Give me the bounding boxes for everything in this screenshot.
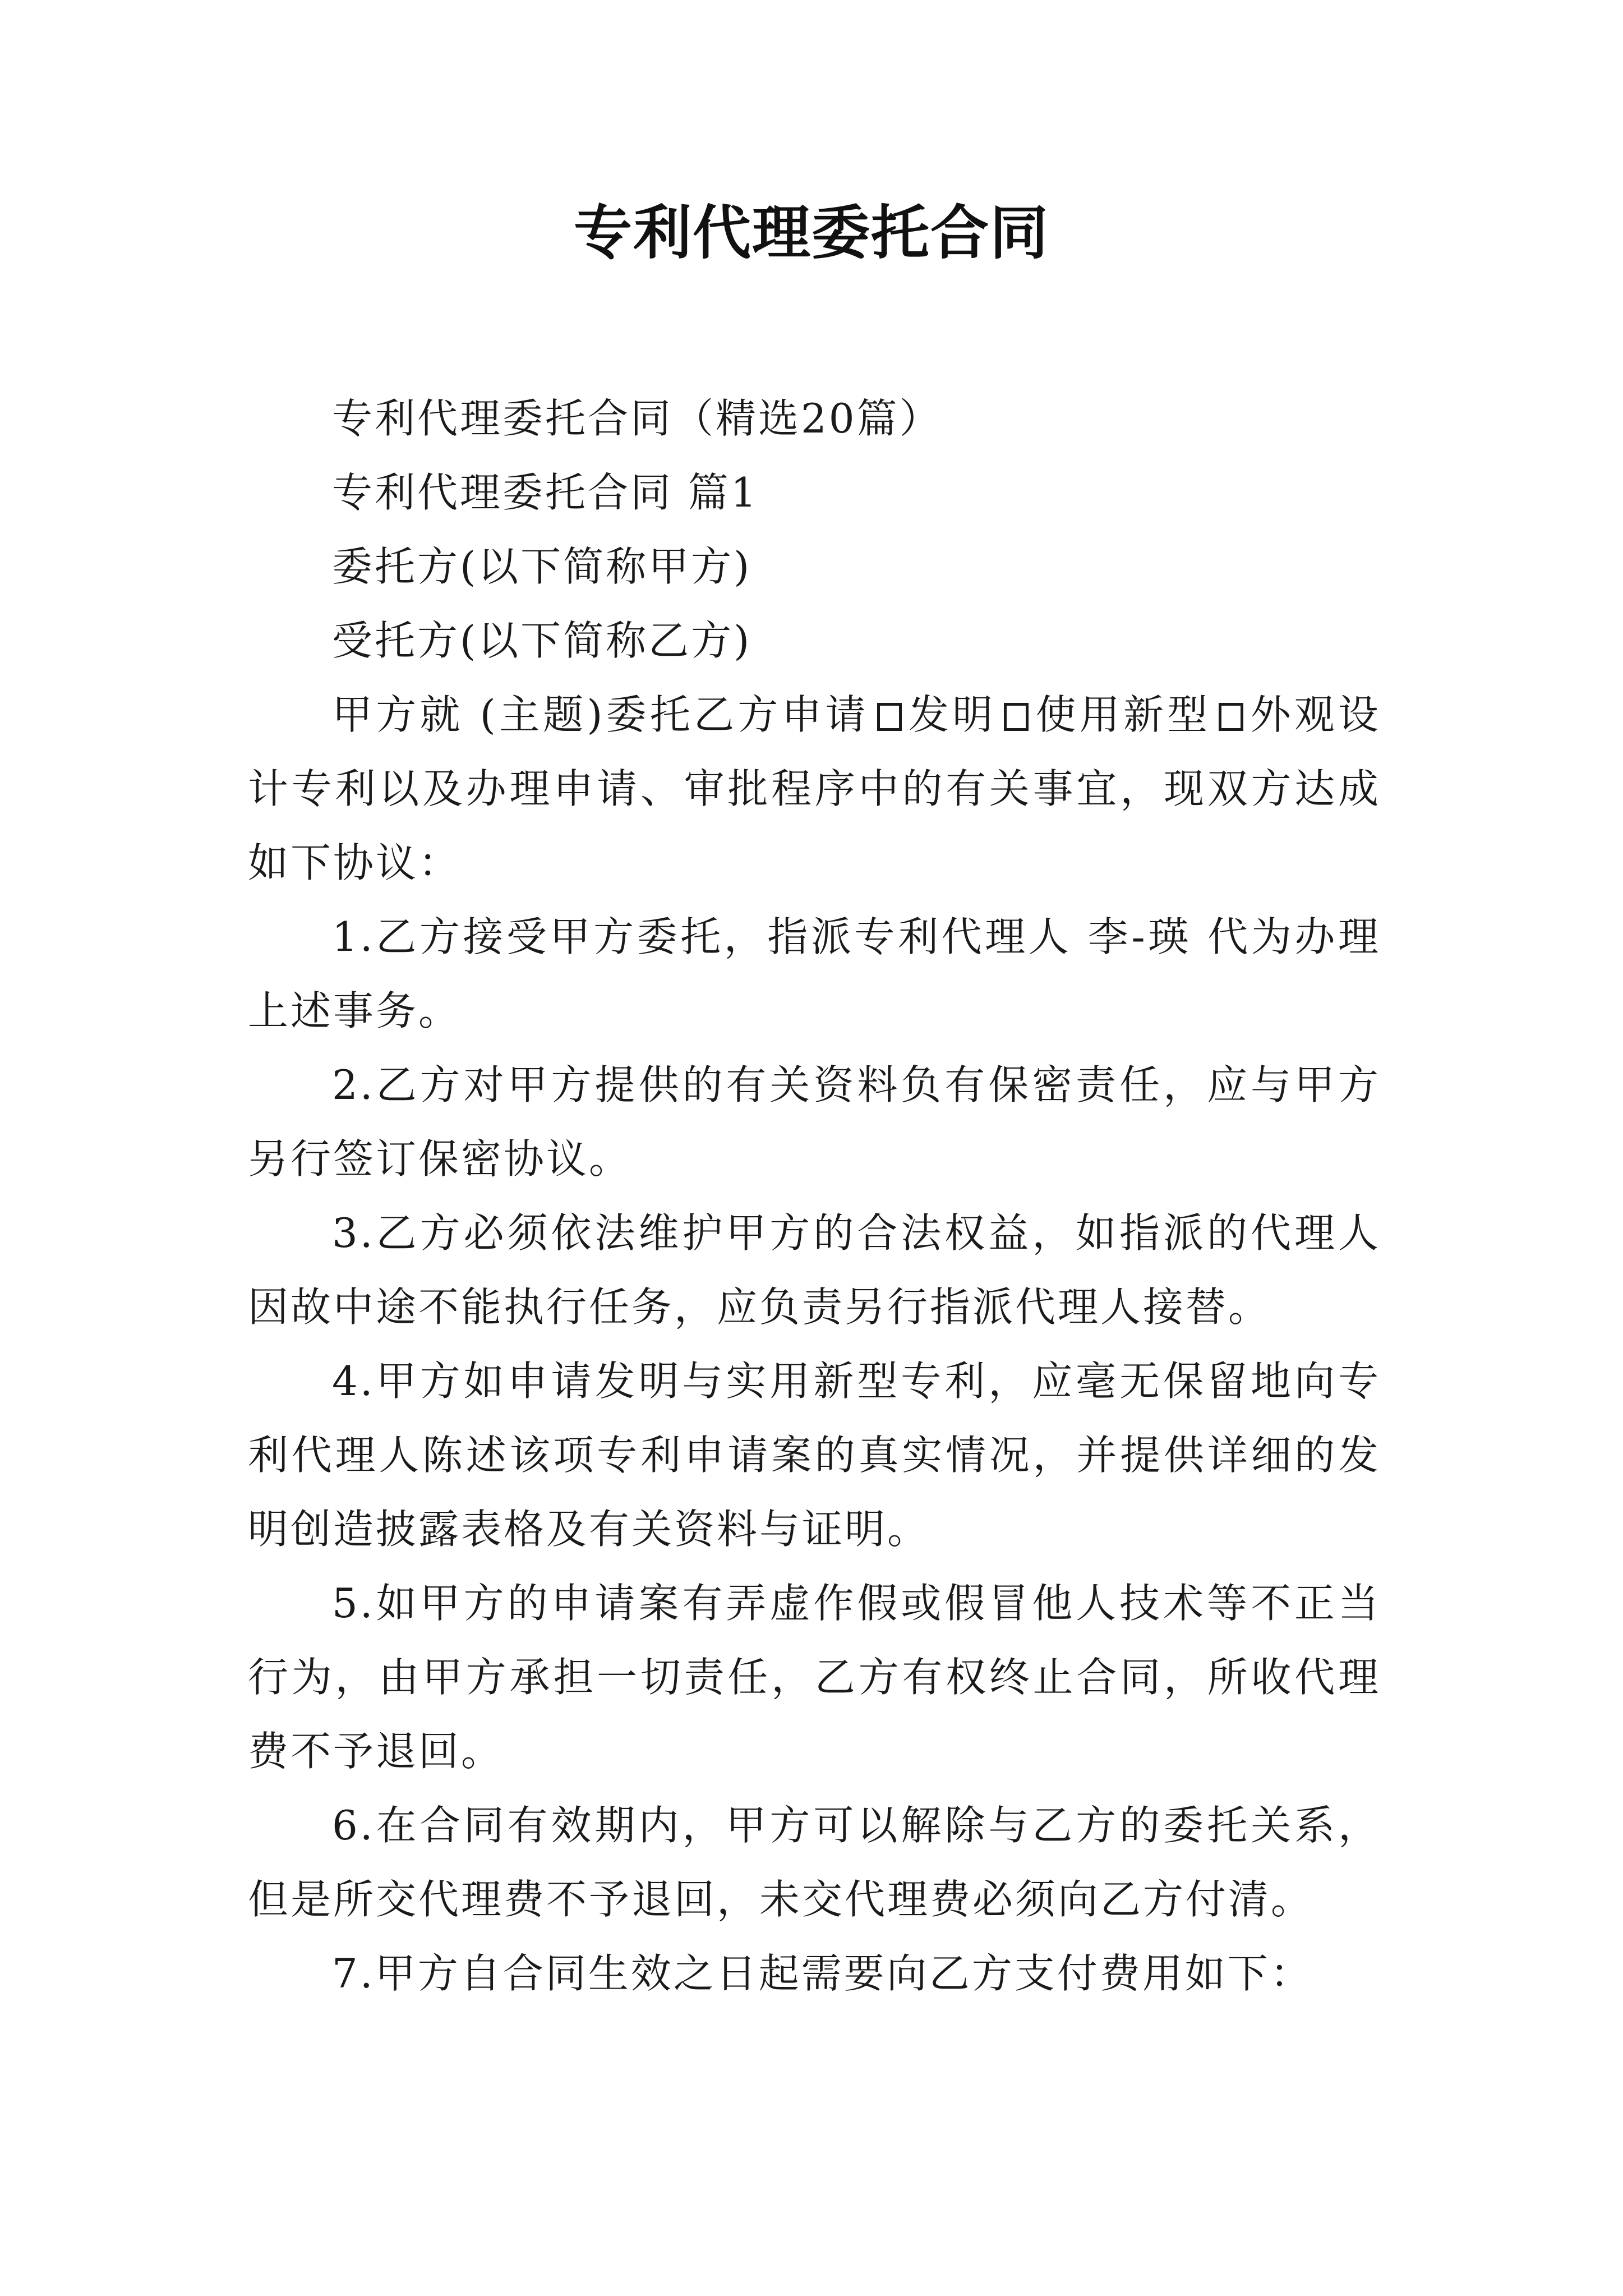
intro-paragraph [248, 678, 1381, 900]
clause-5: 5.如甲方的申请案有弄虚作假或假冒他人技术等不正当行为，由甲方承担一切责任，乙方有权终止合同，所收代理费不予退回。 [248, 1580, 1381, 1775]
party-b-line: 受托方(以下简称乙方) [332, 617, 752, 664]
clause-4: 4.甲方如申请发明与实用新型专利，应毫无保留地向专利代理人陈述该项专利申请案的真实情况，并提供详细的发明创造披露表格及有关资料与证明。 [248, 1358, 1381, 1553]
clause-3: 3.乙方必须依法维护甲方的合法权益，如指派的代理人因故中途不能执行任务，应负责另行指派代理人接替。 [248, 1209, 1381, 1331]
checkbox-utility-model[interactable] [1004, 703, 1029, 731]
party-a-line: 委托方(以下简称甲方) [332, 543, 752, 590]
document-body [248, 381, 1381, 2010]
checkbox-invention[interactable] [877, 703, 902, 731]
option-invention-label: 发明 [907, 691, 997, 738]
checkbox-design[interactable] [1219, 703, 1243, 731]
option-design-label: 外观设计专利以及办理申请、审批程序中的有关事宜，现双方达成如下协议： [248, 691, 1381, 886]
subtitle-line: 专利代理委托合同（精选20篇） [332, 395, 942, 442]
clause-7: 7.甲方自合同生效之日起需要向乙方支付费用如下： [332, 1950, 1313, 1997]
clause-6: 6.在合同有效期内，甲方可以解除与乙方的委托关系，但是所交代理费不予退回，未交代理费必须向乙方付清。 [248, 1802, 1381, 1923]
intro-text: 甲方就 (主题)委托乙方申请 [332, 691, 869, 738]
section-heading: 专利代理委托合同 篇1 [332, 469, 759, 516]
document-title: 专利代理委托合同 [573, 199, 1049, 267]
clause-1: 1.乙方接受甲方委托，指派专利代理人 李-瑛 代为办理上述事务。 [248, 913, 1381, 1034]
option-utility-model-label: 使用新型 [1034, 691, 1211, 738]
clause-2: 2.乙方对甲方提供的有关资料负有保密责任，应与甲方另行签订保密协议。 [248, 1061, 1381, 1182]
